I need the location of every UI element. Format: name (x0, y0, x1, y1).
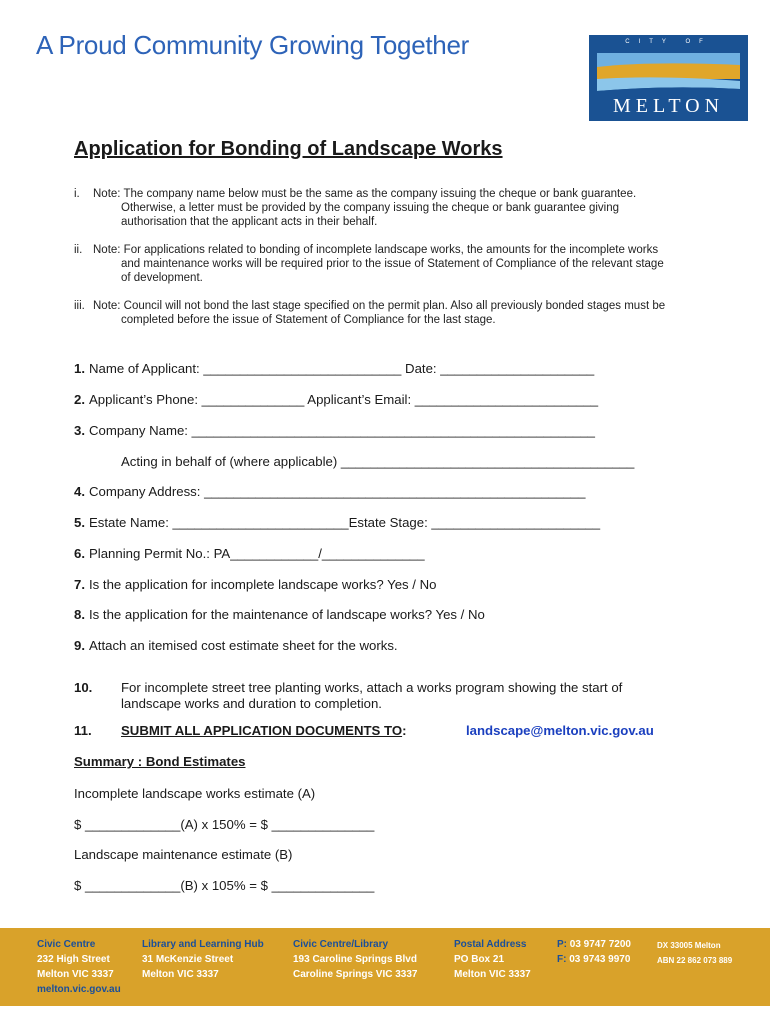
question-text: Company Address: ____________________________________________________ (89, 484, 586, 499)
note-3 (74, 299, 674, 327)
question-number: 9. (74, 638, 85, 653)
question-incomplete-works[interactable] (74, 577, 436, 592)
footer-abn: ABN 22 862 073 889 (657, 956, 733, 965)
footer-postal (454, 937, 531, 982)
footer-heading: Postal Address (454, 939, 527, 950)
question-maintenance-works[interactable] (74, 607, 485, 622)
footer-dx: DX 33005 Melton (657, 941, 721, 950)
question-number: 3. (74, 423, 85, 438)
summary-incomplete-calc[interactable]: $ _____________(A) x 150% = $ ______________ (74, 817, 375, 832)
note-number: i. (74, 188, 80, 200)
question-company-address[interactable] (74, 484, 585, 499)
phone-label: P: (557, 939, 567, 950)
submit-colon: : (402, 723, 407, 738)
question-applicant-name[interactable] (74, 361, 594, 376)
page-title: Application for Bonding of Landscape Works (74, 138, 503, 160)
phone-number[interactable]: 03 9747 7200 (569, 939, 631, 950)
question-number: 8. (74, 607, 85, 622)
question-works-program (74, 680, 674, 712)
question-estate[interactable] (74, 515, 600, 530)
note-number: iii. (74, 300, 85, 312)
footer-heading: Civic Centre/Library (293, 939, 389, 950)
question-text: Is the application for incomplete landscape works? Yes / No (89, 577, 437, 592)
footer-civic-centre (37, 937, 121, 997)
footer-line: Melton VIC 3337 (454, 969, 531, 980)
question-cost-estimate (74, 638, 398, 653)
footer-library (142, 937, 264, 982)
question-number: 4. (74, 484, 85, 499)
summary-maintenance-calc[interactable]: $ _____________(B) x 105% = $ ______________ (74, 878, 375, 893)
question-text: Acting in behalf of (where applicable) ________________________________________ (121, 454, 635, 469)
note-text: Note: Council will not bond the last stage specified on the permit plan. Also all previously bonded stages must be completed before the issue of Statement of Compliance for the last stage. (93, 300, 666, 326)
footer (0, 928, 770, 1006)
footer-contact (557, 937, 631, 967)
footer-line: 232 High Street (37, 954, 110, 965)
question-text: Estate Name: ________________________Estate Stage: _______________________ (89, 515, 601, 530)
submit-email-link[interactable]: landscape@melton.vic.gov.au (466, 723, 654, 738)
question-text: Planning Permit No.: PA____________/______________ (89, 546, 425, 561)
footer-heading: Civic Centre (37, 939, 96, 950)
question-text: Name of Applicant: ___________________________ Date: _____________________ (89, 361, 595, 376)
melton-logo (589, 35, 748, 121)
question-number: 10. (74, 680, 93, 695)
fax-label: F: (557, 954, 567, 965)
summary-heading: Summary : Bond Estimates (74, 754, 246, 769)
footer-heading: Library and Learning Hub (142, 939, 264, 950)
fax-number: 03 9743 9970 (569, 954, 631, 965)
footer-line: Caroline Springs VIC 3337 (293, 969, 418, 980)
question-applicant-contact[interactable] (74, 392, 598, 407)
footer-line: 31 McKenzie Street (142, 954, 234, 965)
footer-civic-library (293, 937, 418, 982)
question-number: 2. (74, 392, 85, 407)
question-number: 6. (74, 546, 85, 561)
note-number: ii. (74, 244, 83, 256)
question-text: Is the application for the maintenance of landscape works? Yes / No (89, 607, 485, 622)
logo-city-of: CITY OF (625, 39, 712, 45)
question-number: 11. (74, 723, 92, 738)
question-text: Applicant’s Phone: ______________ Applicant’s Email: _________________________ (89, 392, 599, 407)
submit-label: SUBMIT ALL APPLICATION DOCUMENTS TO (121, 723, 403, 738)
tagline: A Proud Community Growing Together (36, 30, 469, 60)
footer-dx-abn (657, 938, 732, 968)
note-text: Note: For applications related to bonding of incomplete landscape works, the amounts for the incomplete works and maintenance works will be required prior to the issue of Statement of Compliance of the relevant stage of development. (93, 244, 664, 284)
summary-maintenance-label: Landscape maintenance estimate (B) (74, 847, 293, 862)
footer-line: Melton VIC 3337 (142, 969, 219, 980)
note-1 (74, 187, 674, 229)
question-number: 5. (74, 515, 85, 530)
question-number: 7. (74, 577, 85, 592)
footer-line: Melton VIC 3337 (37, 969, 114, 980)
note-text: Note: The company name below must be the same as the company issuing the cheque or bank guarantee. Otherwise, a letter must be provided by the company issuing the cheque or bank guarantee giving authorisation that the applicant acts in their behalf. (93, 188, 637, 228)
question-text: For incomplete street tree planting works, attach a works program showing the start of landscape works and duration to completion. (121, 680, 623, 711)
question-text: Company Name: _______________________________________________________ (89, 423, 595, 438)
question-number: 1. (74, 361, 85, 376)
logo-name: MELTON (612, 95, 725, 117)
footer-line: PO Box 21 (454, 954, 505, 965)
footer-website-link[interactable]: melton.vic.gov.au (37, 984, 121, 995)
note-2 (74, 243, 674, 285)
question-text: Attach an itemised cost estimate sheet for the works. (89, 638, 398, 653)
question-company-name[interactable] (74, 423, 595, 438)
question-acting-behalf[interactable] (121, 454, 634, 469)
question-permit-number[interactable] (74, 546, 425, 561)
footer-line: 193 Caroline Springs Blvd (293, 954, 417, 965)
summary-incomplete-label: Incomplete landscape works estimate (A) (74, 786, 316, 801)
